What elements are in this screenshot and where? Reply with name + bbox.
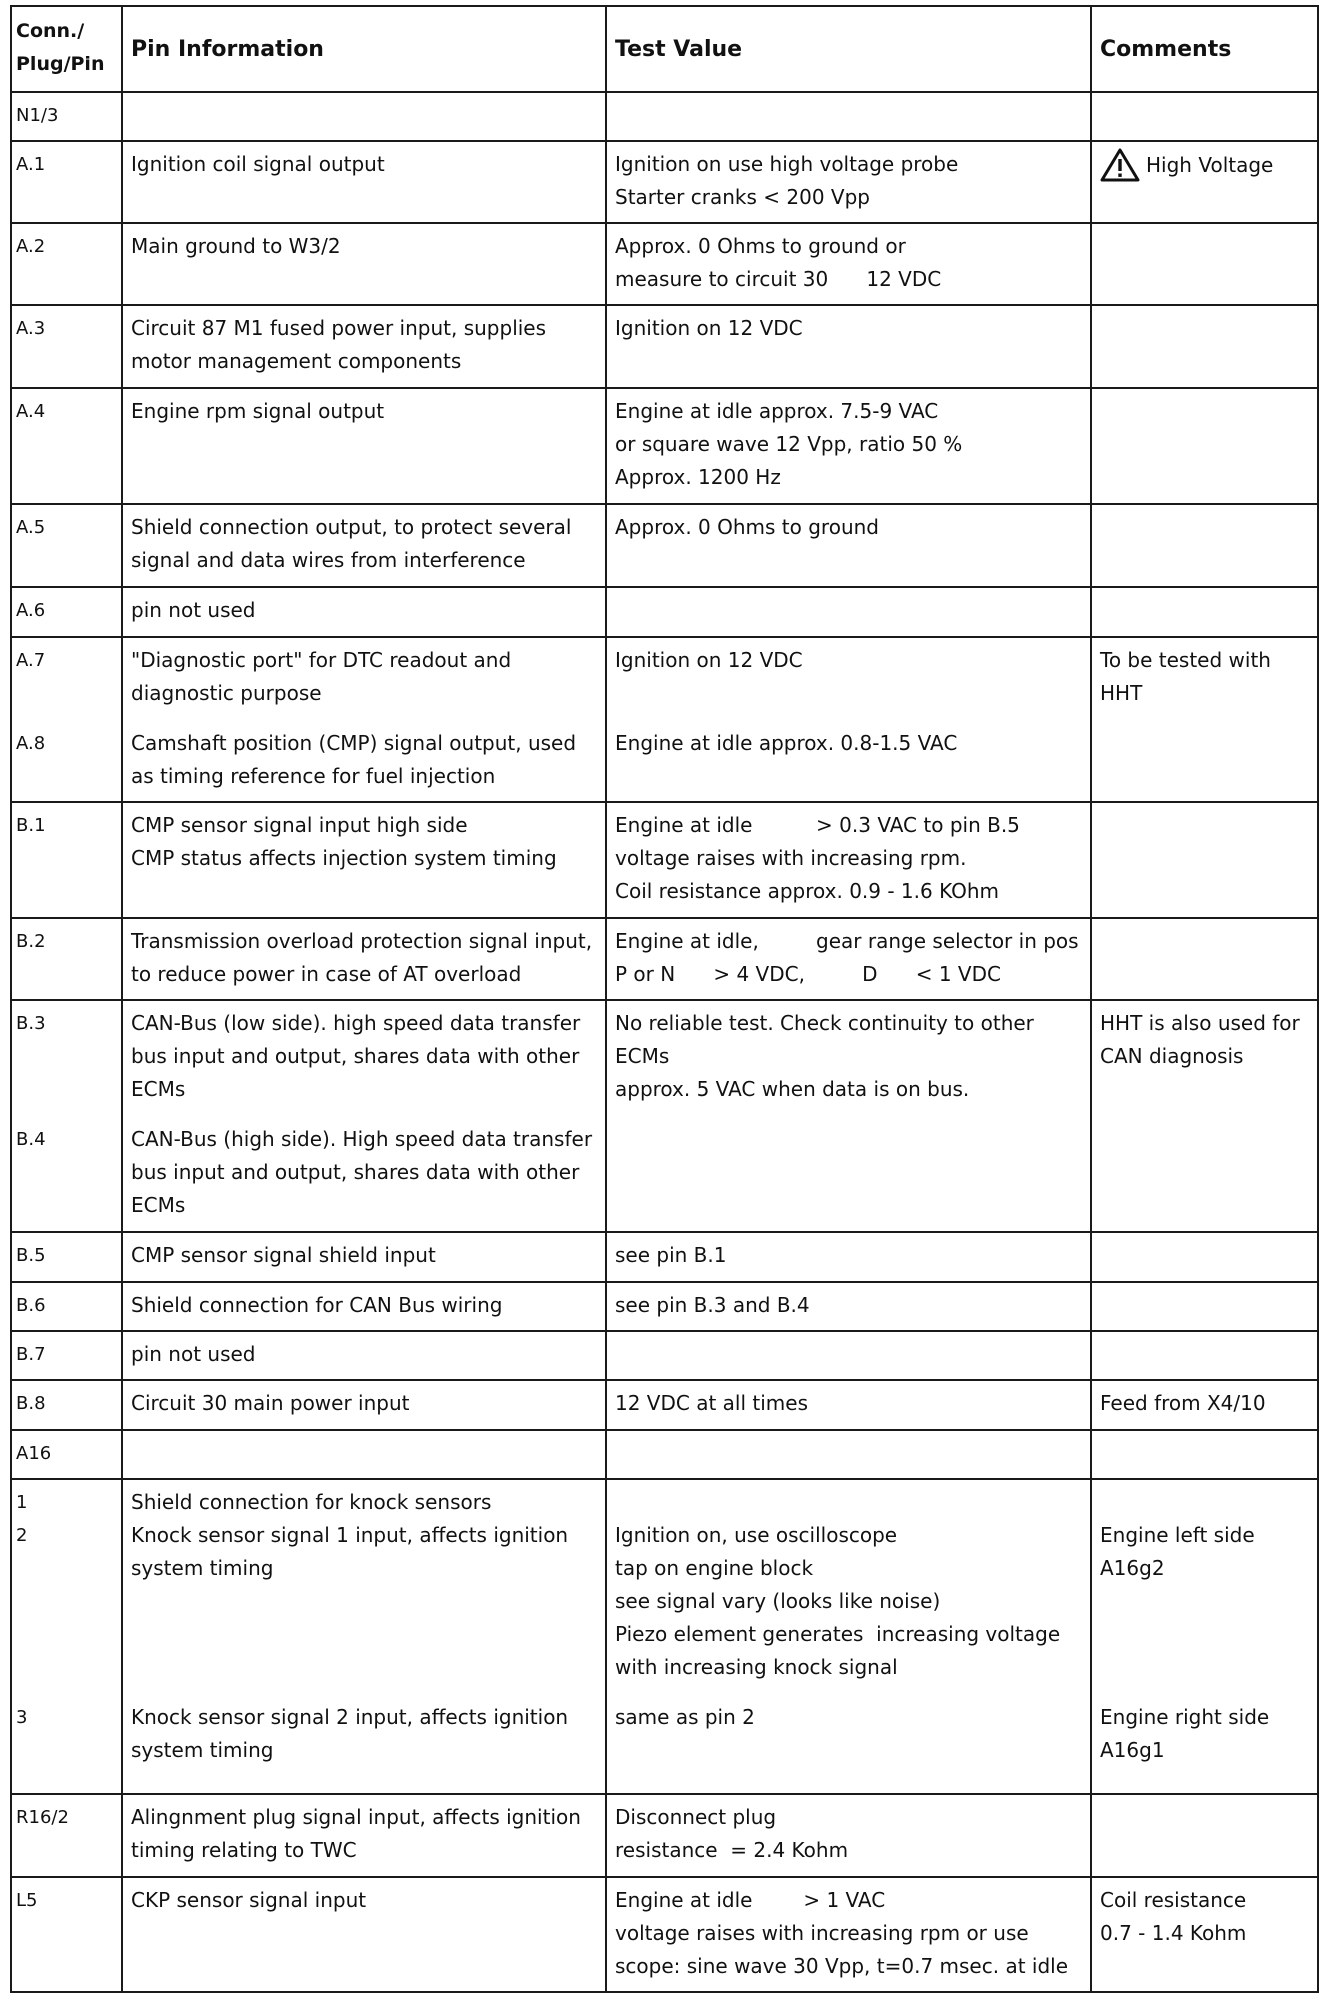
test-value-cell: Ignition on use high voltage probe Starter cranks < 200 Vpp <box>606 141 1091 223</box>
conn-cell: A.2 <box>11 223 122 305</box>
table-row <box>11 504 1318 587</box>
comment-cell: Coil resistance 0.7 - 1.4 Kohm <box>1091 1877 1318 1992</box>
table-row <box>11 918 1318 1000</box>
table-row <box>11 1331 1318 1380</box>
conn-cell: B.7 <box>11 1331 122 1380</box>
test-value-header: Test Value <box>606 6 1091 92</box>
pin-info-cell: pin not used <box>122 587 606 637</box>
pin-info-cell: CAN-Bus (low side). high speed data transfer bus input and output, shares data with other ECMs CAN-Bus (high side). High speed data transfer bus input and output, shares data with other ECMs <box>122 1000 606 1232</box>
table-row <box>11 1232 1318 1282</box>
table-row <box>11 1380 1318 1430</box>
comment-cell <box>1091 305 1318 388</box>
conn-cell: B.3 B.4 <box>11 1000 122 1232</box>
table-row <box>11 305 1318 388</box>
comment-cell <box>1091 141 1318 223</box>
comment-cell: Engine left side A16g2 Engine right side A16g1 <box>1091 1479 1318 1794</box>
comment-cell <box>1091 587 1318 637</box>
pin-info-cell: "Diagnostic port" for DTC readout and diagnostic purpose Camshaft position (CMP) signal output, used as timing reference for fuel injection <box>122 637 606 802</box>
table-row <box>11 802 1318 918</box>
pin-info-cell: Shield connection for CAN Bus wiring <box>122 1282 606 1331</box>
warning-triangle-icon <box>1100 148 1140 182</box>
conn-cell: B.8 <box>11 1380 122 1430</box>
test-value-cell: Ignition on, use oscilloscope tap on engine block see signal vary (looks like noise) Piezo element generates increasing voltage with increasing knock signal same as pin 2 <box>606 1479 1091 1794</box>
test-value-cell <box>606 587 1091 637</box>
comment-cell <box>1091 223 1318 305</box>
conn-cell: A.3 <box>11 305 122 388</box>
conn-cell: R16/2 <box>11 1794 122 1877</box>
table-row <box>11 1282 1318 1331</box>
comment-cell <box>1091 1232 1318 1282</box>
pin-info-cell: pin not used <box>122 1331 606 1380</box>
pin-info-cell: Alingnment plug signal input, affects ignition timing relating to TWC <box>122 1794 606 1877</box>
pin-info-cell: CKP sensor signal input <box>122 1877 606 1992</box>
conn-cell: 1 2 3 <box>11 1479 122 1794</box>
test-value-cell <box>606 1331 1091 1380</box>
pin-info-cell: CMP sensor signal input high side CMP status affects injection system timing <box>122 802 606 918</box>
test-value-cell: Engine at idle approx. 7.5-9 VAC or square wave 12 Vpp, ratio 50 % Approx. 1200 Hz <box>606 388 1091 504</box>
conn-cell: A.5 <box>11 504 122 587</box>
test-value-cell: Approx. 0 Ohms to ground or measure to circuit 30 12 VDC <box>606 223 1091 305</box>
conn-cell: N1/3 <box>11 92 122 141</box>
test-value-cell: Disconnect plug resistance = 2.4 Kohm <box>606 1794 1091 1877</box>
pin-info-cell <box>122 92 606 141</box>
table-row <box>11 92 1318 141</box>
conn-cell: L5 <box>11 1877 122 1992</box>
conn-cell: A.7 A.8 <box>11 637 122 802</box>
comment-cell: Feed from X4/10 <box>1091 1380 1318 1430</box>
pin-info-cell: Transmission overload protection signal input, to reduce power in case of AT overload <box>122 918 606 1000</box>
conn-cell: A.6 <box>11 587 122 637</box>
pin-information-table <box>10 5 1319 1993</box>
header-row <box>11 6 1318 92</box>
comment-cell <box>1091 1331 1318 1380</box>
test-value-cell: No reliable test. Check continuity to other ECMs approx. 5 VAC when data is on bus. <box>606 1000 1091 1232</box>
conn-cell: B.6 <box>11 1282 122 1331</box>
comment-cell <box>1091 388 1318 504</box>
conn-cell: A.1 <box>11 141 122 223</box>
table-row <box>11 1000 1318 1232</box>
table-row <box>11 1794 1318 1877</box>
test-value-cell: Ignition on 12 VDC <box>606 305 1091 388</box>
pin-info-cell <box>122 1430 606 1479</box>
table-row <box>11 587 1318 637</box>
table-row <box>11 1430 1318 1479</box>
test-value-cell <box>606 1430 1091 1479</box>
table-row <box>11 223 1318 305</box>
comment-cell <box>1091 918 1318 1000</box>
test-value-cell: Engine at idle, gear range selector in pos P or N > 4 VDC, D < 1 VDC <box>606 918 1091 1000</box>
pin-info-cell: CMP sensor signal shield input <box>122 1232 606 1282</box>
test-value-cell: Ignition on 12 VDC Engine at idle approx. 0.8-1.5 VAC <box>606 637 1091 802</box>
pin-information-header: Pin Information <box>122 6 606 92</box>
high-voltage-warning: High Voltage <box>1100 148 1273 182</box>
pin-info-cell: Ignition coil signal output <box>122 141 606 223</box>
table-row <box>11 388 1318 504</box>
comment-cell: To be tested with HHT <box>1091 637 1318 802</box>
test-value-cell: Approx. 0 Ohms to ground <box>606 504 1091 587</box>
table-row <box>11 141 1318 223</box>
pin-info-cell: Circuit 87 M1 fused power input, supplies motor management components <box>122 305 606 388</box>
comment-cell <box>1091 802 1318 918</box>
table-row <box>11 1877 1318 1992</box>
pin-info-cell: Circuit 30 main power input <box>122 1380 606 1430</box>
pin-info-cell: Shield connection output, to protect several signal and data wires from interference <box>122 504 606 587</box>
test-value-cell: see pin B.3 and B.4 <box>606 1282 1091 1331</box>
conn-cell: B.5 <box>11 1232 122 1282</box>
comment-cell <box>1091 92 1318 141</box>
test-value-cell: Engine at idle > 1 VAC voltage raises with increasing rpm or use scope: sine wave 30 Vpp, t=0.7 msec. at idle <box>606 1877 1091 1992</box>
test-value-cell <box>606 92 1091 141</box>
comment-cell <box>1091 1794 1318 1877</box>
comment-cell <box>1091 1282 1318 1331</box>
conn-cell: B.2 <box>11 918 122 1000</box>
table-row <box>11 1479 1318 1794</box>
conn-cell: A16 <box>11 1430 122 1479</box>
pin-info-cell: Shield connection for knock sensors Knock sensor signal 1 input, affects ignition system timing Knock sensor signal 2 input, affects ignition system timing <box>122 1479 606 1794</box>
test-value-cell: see pin B.1 <box>606 1232 1091 1282</box>
comment-cell <box>1091 504 1318 587</box>
test-value-cell: Engine at idle > 0.3 VAC to pin B.5 voltage raises with increasing rpm. Coil resistance approx. 0.9 - 1.6 KOhm <box>606 802 1091 918</box>
conn-cell: A.4 <box>11 388 122 504</box>
conn-cell: B.1 <box>11 802 122 918</box>
comments-header: Comments <box>1091 6 1318 92</box>
pin-info-cell: Engine rpm signal output <box>122 388 606 504</box>
conn-plug-pin-header: Conn./ Plug/Pin <box>11 6 122 92</box>
comment-cell: HHT is also used for CAN diagnosis <box>1091 1000 1318 1232</box>
table-row <box>11 637 1318 802</box>
comment-cell <box>1091 1430 1318 1479</box>
pin-info-cell: Main ground to W3/2 <box>122 223 606 305</box>
test-value-cell: 12 VDC at all times <box>606 1380 1091 1430</box>
